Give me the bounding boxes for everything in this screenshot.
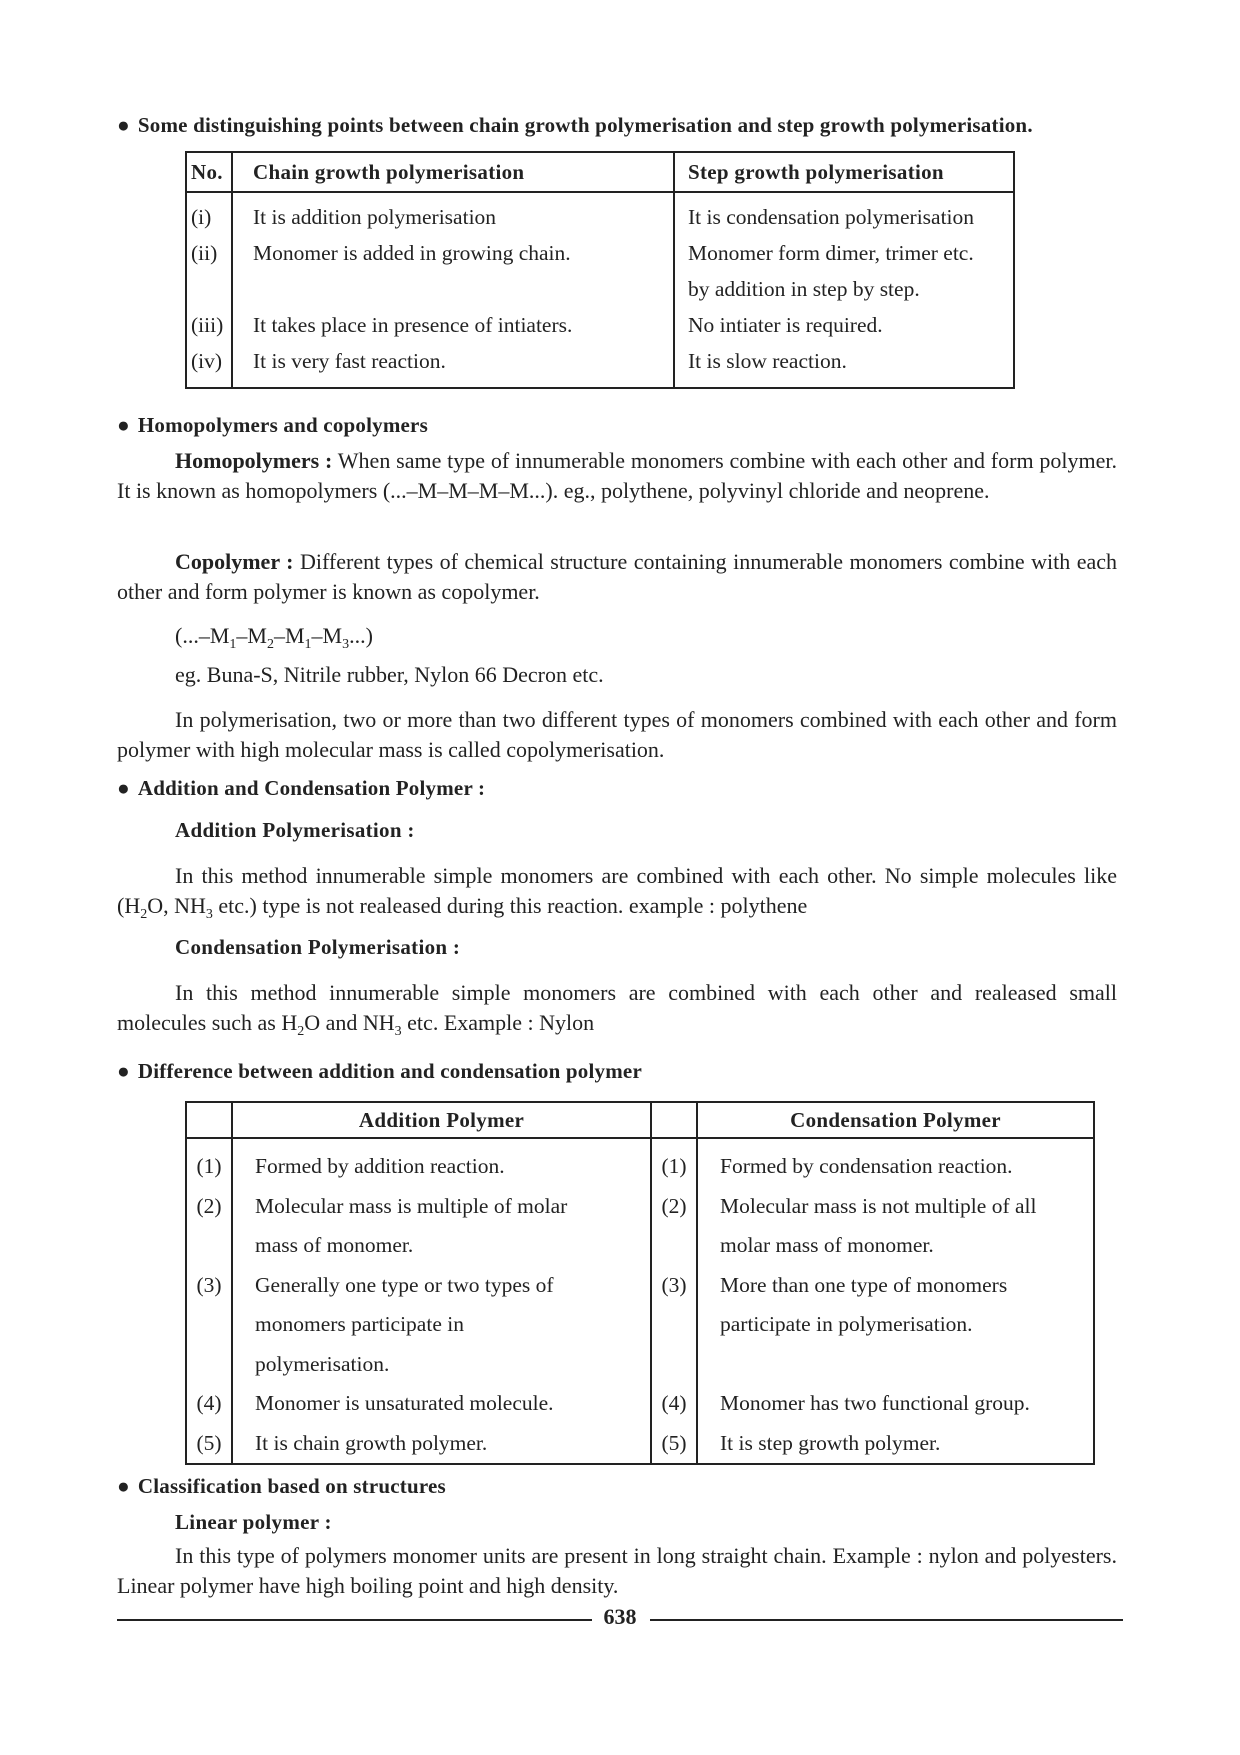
heading-text: Classification based on structures	[137, 1474, 446, 1498]
section-heading-addition-condensation: ● Addition and Condensation Polymer :	[117, 776, 486, 800]
section-heading-homo-copolymers: ● Homopolymers and copolymers	[117, 413, 428, 437]
row-number: (3)	[651, 1266, 697, 1306]
condensation-polymerisation-paragraph: In this method innumerable simple monomers are combined with each other and realeased small molecules such as $H_2O$ and $NH_3$ etc. Example : Nylon	[117, 980, 1117, 1039]
addition-polymerisation-paragraph: In this method innumerable simple monomers are combined with each other. No simple molecules like ($H_2O$, $NH_3$ etc.) type is not realeased during this reaction. example : polythene	[117, 863, 1117, 922]
table-row	[186, 1424, 1094, 1465]
condensation-cell	[697, 1345, 1094, 1385]
addition-cell: Formed by addition reaction.	[232, 1138, 651, 1187]
copolymerisation-paragraph: In polymerisation, two or more than two different types of monomers combined with each other and form polymer with high molecular mass is called copolymerisation.	[117, 707, 1117, 762]
table-row	[186, 192, 1014, 235]
table-header-row	[186, 152, 1014, 192]
homopolymers-paragraph	[117, 446, 1117, 506]
row-number	[651, 1226, 697, 1266]
copolymer-label: Copolymer :	[175, 549, 294, 574]
chain-cell: It is addition polymerisation	[232, 192, 674, 235]
copolymer-text: Different types of chemical structure containing innumerable monomers combine with each other and form polymer is known as copolymer.	[117, 549, 1117, 604]
chain-cell	[232, 271, 674, 307]
row-number	[186, 1226, 232, 1266]
heading-text: Some distinguishing points between chain growth polymerisation and step growth polymerisation.	[137, 113, 1033, 137]
heading-text: Addition and Condensation Polymer :	[137, 776, 486, 800]
table-row	[186, 1187, 1094, 1227]
table-row	[186, 343, 1014, 388]
copolymer-examples: eg. Buna-S, Nitrile rubber, Nylon 66 Decron etc.	[175, 662, 604, 687]
condensation-cell: Monomer has two functional group.	[720, 1391, 1030, 1415]
addition-cell: monomers participate in	[232, 1305, 651, 1345]
row-number: (i)	[186, 192, 232, 235]
step-cell: by addition in step by step.	[688, 277, 920, 301]
section-heading-classification: ● Classification based on structures	[117, 1474, 446, 1498]
chain-cell: It is very fast reaction.	[232, 343, 674, 388]
footer-rule-left	[117, 1619, 592, 1621]
heading-text: Difference between addition and condensation polymer	[137, 1059, 642, 1083]
row-number: (4)	[651, 1384, 697, 1424]
header-chain: Chain growth polymerisation	[232, 152, 674, 192]
row-number: (2)	[651, 1187, 697, 1227]
row-number: (1)	[186, 1138, 232, 1187]
linear-polymer-paragraph: In this type of polymers monomer units are present in long straight chain. Example : nylon and polyesters. Linear polymer have high boiling point and high density.	[117, 1543, 1117, 1598]
header-no: No.	[186, 152, 232, 192]
row-number: (iv)	[186, 343, 232, 388]
row-number	[186, 1305, 232, 1345]
header-step: Step growth polymerisation	[674, 152, 1014, 192]
condensation-cell: More than one type of monomers	[720, 1272, 1008, 1297]
condensation-cell: Molecular mass is not multiple of all	[720, 1193, 1037, 1218]
section-heading-chain-vs-step: ● Some distinguishing points between chain growth polymerisation and step growth polymerisation.	[117, 113, 1033, 137]
addition-cell: It is chain growth polymer.	[232, 1424, 651, 1465]
condensation-polymerisation-heading: Condensation Polymerisation :	[175, 935, 461, 959]
row-number: (2)	[186, 1187, 232, 1227]
row-number: (1)	[651, 1138, 697, 1187]
table-row	[186, 271, 1014, 307]
addition-condensation-table	[185, 1101, 1095, 1465]
addition-cell: Generally one type or two types of	[232, 1266, 651, 1306]
row-number	[651, 1345, 697, 1385]
chain-cell: Monomer is added in growing chain.	[232, 235, 674, 271]
heading-text: Homopolymers and copolymers	[137, 413, 428, 437]
condensation-cell: Formed by condensation reaction.	[720, 1154, 1013, 1178]
table-row	[186, 1384, 1094, 1424]
row-number	[186, 1345, 232, 1385]
table-row	[186, 1226, 1094, 1266]
table-header-row	[186, 1102, 1094, 1138]
row-number: (iii)	[186, 307, 232, 343]
chain-cell: It takes place in presence of intiaters.	[232, 307, 674, 343]
row-number: (ii)	[186, 235, 232, 271]
step-cell: It is slow reaction.	[688, 349, 847, 373]
step-cell: Monomer form dimer, trimer etc.	[688, 241, 974, 265]
addition-cell: polymerisation.	[232, 1345, 651, 1385]
addition-polymerisation-heading: Addition Polymerisation :	[175, 818, 415, 842]
table-row	[186, 235, 1014, 271]
copolymer-formula: $(...-M_1-M_2-M_1-M_3...)$	[175, 623, 373, 652]
condensation-cell: molar mass of monomer.	[720, 1233, 934, 1257]
row-number: (5)	[186, 1424, 232, 1465]
linear-polymer-heading: Linear polymer :	[175, 1510, 332, 1534]
chain-step-comparison-table	[185, 151, 1015, 389]
addition-cell: Monomer is unsaturated molecule.	[232, 1384, 651, 1424]
homopolymers-text: When same type of innumerable monomers combine with each other and form polymer. It is known as homopolymers (...–M–M–M–M...). eg., polythene, polyvinyl chloride and neoprene.	[117, 448, 1117, 503]
footer-rule-right	[650, 1619, 1123, 1621]
condensation-cell: participate in polymerisation.	[720, 1312, 973, 1336]
addition-cell: Molecular mass is multiple of molar	[232, 1187, 651, 1227]
table-row	[186, 1305, 1094, 1345]
condensation-cell: It is step growth polymer.	[720, 1430, 941, 1455]
table-row	[186, 1266, 1094, 1306]
table-row	[186, 1345, 1094, 1385]
step-cell: It is condensation polymerisation	[688, 205, 975, 229]
step-cell: No intiater is required.	[688, 313, 883, 337]
table-row	[186, 1138, 1094, 1187]
section-heading-difference: ● Difference between addition and condensation polymer	[117, 1059, 642, 1083]
header-addition: Addition Polymer	[232, 1102, 651, 1138]
copolymer-paragraph	[117, 547, 1117, 607]
row-number	[651, 1305, 697, 1345]
header-condensation: Condensation Polymer	[697, 1102, 1094, 1138]
addition-cell: mass of monomer.	[232, 1226, 651, 1266]
row-number: (5)	[651, 1424, 697, 1465]
table-row	[186, 307, 1014, 343]
homopolymers-label: Homopolymers :	[175, 448, 333, 473]
row-number: (3)	[186, 1266, 232, 1306]
row-number	[186, 271, 232, 307]
row-number: (4)	[186, 1384, 232, 1424]
page-number: 638	[603, 1604, 637, 1629]
